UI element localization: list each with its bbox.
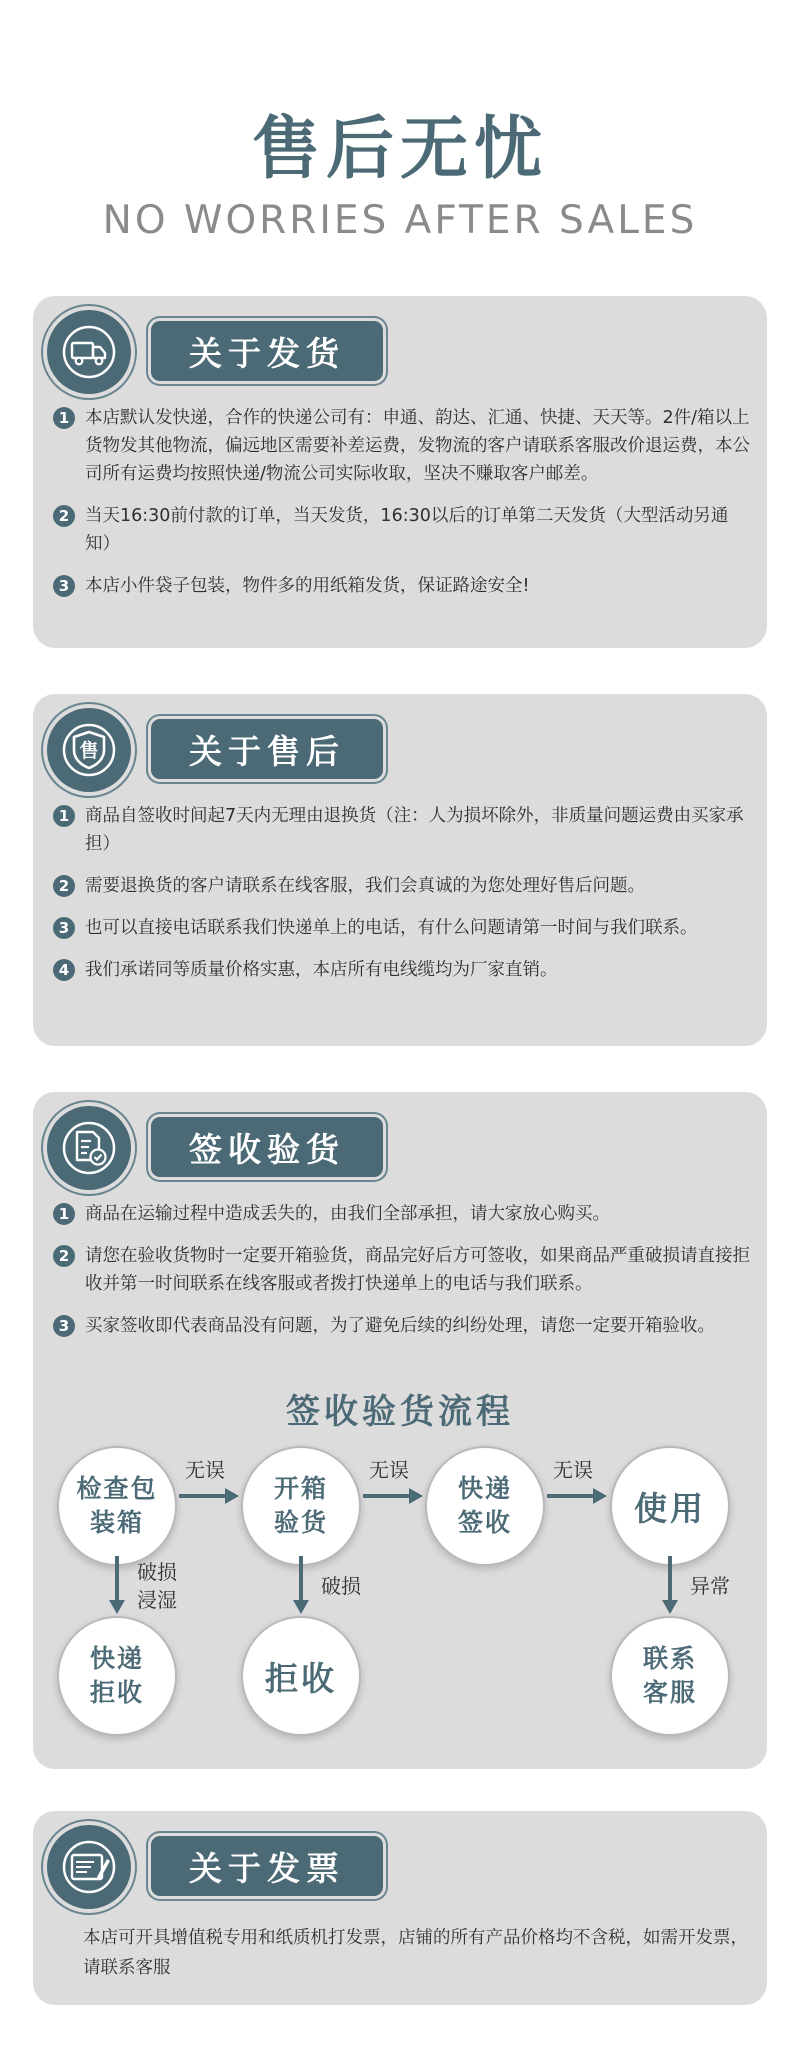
flow-outcome-courier-reject: 快递 拒收 bbox=[63, 1622, 171, 1730]
arrow-label: 无误 bbox=[553, 1458, 593, 1482]
condition-label: 破损 浸湿 bbox=[137, 1560, 177, 1612]
page-subtitle: NO WORRIES AFTER SALES bbox=[102, 198, 698, 243]
condition-label: 异常 bbox=[690, 1574, 730, 1598]
shield-icon bbox=[47, 708, 131, 792]
list-item: 3 本店小件袋子包装，物件多的用纸箱发货，保证路途安全! bbox=[53, 572, 753, 600]
arrow-label: 无误 bbox=[185, 1458, 225, 1482]
inspection-label: 签收验货 bbox=[151, 1117, 383, 1177]
svg-text:售: 售 bbox=[79, 740, 99, 762]
flow-step-use: 使用 bbox=[616, 1452, 724, 1560]
list-item: 4 我们承诺同等质量价格实惠，本店所有电线缆均为厂家直销。 bbox=[53, 956, 753, 984]
list-item: 1 商品自签收时间起7天内无理由退换货（注：人为损坏除外，非质量问题运费由买家承担） bbox=[53, 802, 753, 858]
flow-step-check-package: 检查包 装箱 bbox=[63, 1452, 171, 1560]
list-item: 1 本店默认发快递，合作的快递公司有：申通、韵达、汇通、快捷、天天等。2件/箱以上货物发其他物流，偏远地区需要补差运费，发物流的客户请联系客服改价退运费，本公司所有运费均按照快递/物流公司实际收取，坚决不赚取客户邮差。 bbox=[53, 404, 753, 488]
arrow-down-icon bbox=[660, 1556, 680, 1616]
page-title: 售后无忧 bbox=[251, 110, 548, 189]
list-item: 3 也可以直接电话联系我们快递单上的电话，有什么问题请第一时间与我们联系。 bbox=[53, 914, 753, 942]
list-item: 2 请您在验收货物时一定要开箱验货，商品完好后方可签收，如果商品严重破损请直接拒收并第一时间联系在线客服或者拨打快递单上的电话与我们联系。 bbox=[53, 1242, 753, 1298]
inspection-panel bbox=[33, 1092, 767, 1769]
arrow-right-icon bbox=[179, 1486, 241, 1506]
flow-step-open-inspect: 开箱 验货 bbox=[247, 1452, 355, 1560]
arrow-label: 无误 bbox=[369, 1458, 409, 1482]
list-item: 2 需要退换货的客户请联系在线客服，我们会真诚的为您处理好售后问题。 bbox=[53, 872, 753, 900]
invoice-panel bbox=[33, 1811, 767, 2005]
flow-outcome-contact-service: 联系 客服 bbox=[616, 1622, 724, 1730]
flow-outcome-reject: 拒收 bbox=[247, 1622, 355, 1730]
shipping-panel bbox=[33, 296, 767, 648]
invoice-icon bbox=[47, 1825, 131, 1909]
list-item: 2 当天16:30前付款的订单，当天发货，16:30以后的订单第二天发货（大型活动另通知） bbox=[53, 502, 753, 558]
after-sales-label: 关于售后 bbox=[151, 719, 383, 779]
arrow-down-icon bbox=[107, 1556, 127, 1616]
page-header bbox=[0, 108, 800, 244]
after-sales-panel bbox=[33, 694, 767, 1046]
arrow-right-icon bbox=[363, 1486, 425, 1506]
truck-icon bbox=[47, 310, 131, 394]
arrow-right-icon bbox=[547, 1486, 609, 1506]
list-item: 1 商品在运输过程中造成丢失的，由我们全部承担，请大家放心购买。 bbox=[53, 1200, 753, 1228]
flow-title: 签收验货流程 bbox=[286, 1392, 514, 1432]
arrow-down-icon bbox=[291, 1556, 311, 1616]
invoice-text: 本店可开具增值税专用和纸质机打发票，店铺的所有产品价格均不含税，如需开发票，请联系客服 bbox=[83, 1928, 748, 1978]
list-item: 3 买家签收即代表商品没有问题，为了避免后续的纠纷处理，请您一定要开箱验收。 bbox=[53, 1312, 753, 1340]
condition-label: 破损 bbox=[321, 1574, 361, 1598]
shipping-label: 关于发货 bbox=[151, 321, 383, 381]
checklist-icon bbox=[47, 1106, 131, 1190]
flow-step-sign: 快递 签收 bbox=[431, 1452, 539, 1560]
invoice-label: 关于发票 bbox=[151, 1836, 383, 1896]
